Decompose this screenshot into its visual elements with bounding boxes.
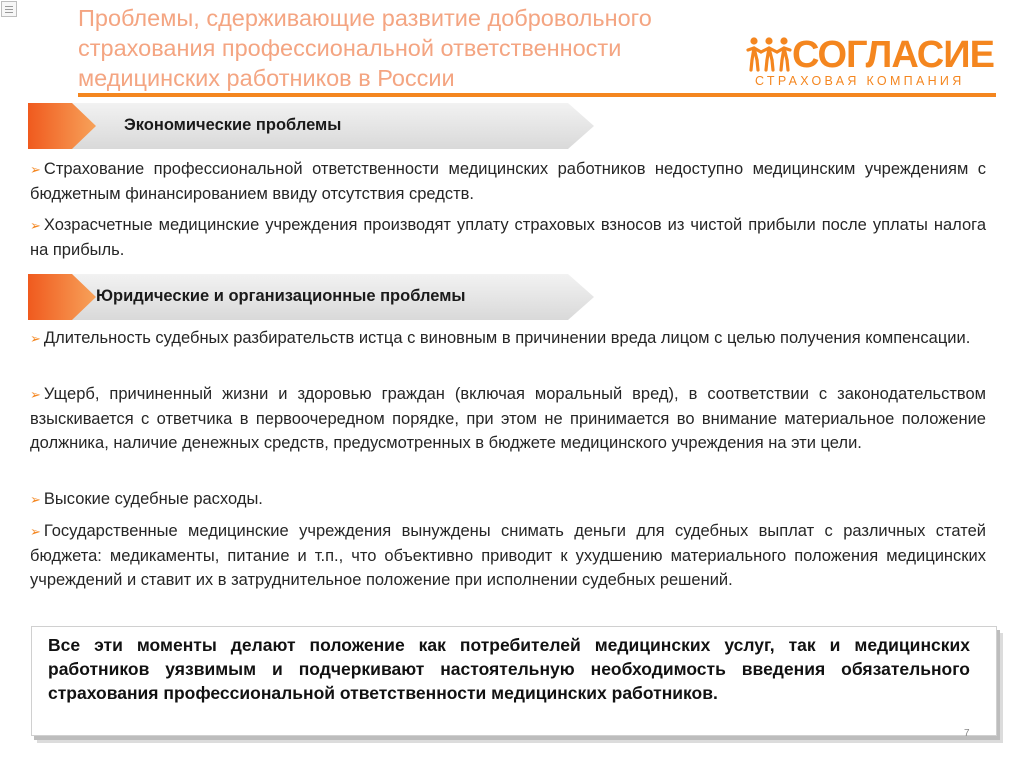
- conclusion-box: [31, 626, 997, 736]
- list-item: [30, 213, 986, 262]
- document-icon: [1, 1, 17, 17]
- header-divider: [78, 93, 996, 97]
- list-item-text: Страхование профессиональной ответственности медицинских работников недоступно медицинским учреждениям с бюджетным финансированием ввиду отсутствия средств.: [30, 160, 986, 203]
- list-item: [30, 487, 986, 512]
- section-heading-label: Юридические и организационные проблемы: [96, 287, 466, 305]
- page-title: [78, 3, 728, 93]
- list-item: [30, 382, 986, 455]
- list-item-text: Ущерб, причиненный жизни и здоровью граждан (включая моральный вред), в соответствии с законодательством взыскивается с ответчика в первоочередном порядке, при этом не принимается во внимание материальное положение должника, наличие денежных средств, предусмотренных в бюджете медицинского учреждения на эти цели.: [30, 385, 986, 452]
- title-line: страхования профессиональной ответственности: [78, 35, 622, 61]
- list-item: [30, 157, 986, 206]
- section-heading-label: Экономические проблемы: [124, 116, 342, 134]
- page-number: 7: [964, 728, 970, 739]
- section-heading-economic: [28, 101, 596, 151]
- bullet-arrow-icon: ➢: [30, 218, 41, 233]
- list-item-text: Длительность судебных разбирательств истца с виновным в причинении вреда лицом с целью получения компенсации.: [43, 329, 971, 347]
- logo-subtitle: СТРАХОВАЯ КОМПАНИЯ: [755, 74, 965, 88]
- bullet-arrow-icon: ➢: [30, 524, 41, 539]
- people-chain-icon: [746, 36, 792, 72]
- section-heading-legal: [28, 272, 596, 322]
- bullet-arrow-icon: ➢: [30, 387, 41, 402]
- title-line: Проблемы, сдерживающие развитие добровольного: [78, 5, 652, 31]
- bullet-arrow-icon: ➢: [30, 331, 41, 346]
- list-item-text: Государственные медицинские учреждения вынуждены снимать деньги для судебных выплат с различных статей бюджета: медикаменты, питание и т.п., что объективно приводит к ухудшению материального положения медицинских учреждений и ставит их в затруднительное положение при исполнении судебных решений.: [30, 522, 986, 589]
- bullet-arrow-icon: ➢: [30, 162, 41, 177]
- logo-name: СОГЛАСИЕ: [792, 34, 994, 76]
- list-item-text: Высокие судебные расходы.: [43, 490, 263, 508]
- list-item-text: Хозрасчетные медицинские учреждения производят уплату страховых взносов из чистой прибыли после уплаты налога на прибыль.: [30, 216, 986, 259]
- conclusion-text: Все эти моменты делают положение как потребителей медицинских услуг, так и медицинских работников уязвимым и подчеркивают настоятельную необходимость введения обязательного страхования профессиональной ответственности медицинских работников.: [48, 635, 970, 703]
- title-line: медицинских работников в России: [78, 65, 455, 91]
- list-item: [30, 519, 986, 592]
- company-logo: [746, 34, 996, 90]
- list-item: [30, 326, 986, 351]
- bullet-arrow-icon: ➢: [30, 492, 41, 507]
